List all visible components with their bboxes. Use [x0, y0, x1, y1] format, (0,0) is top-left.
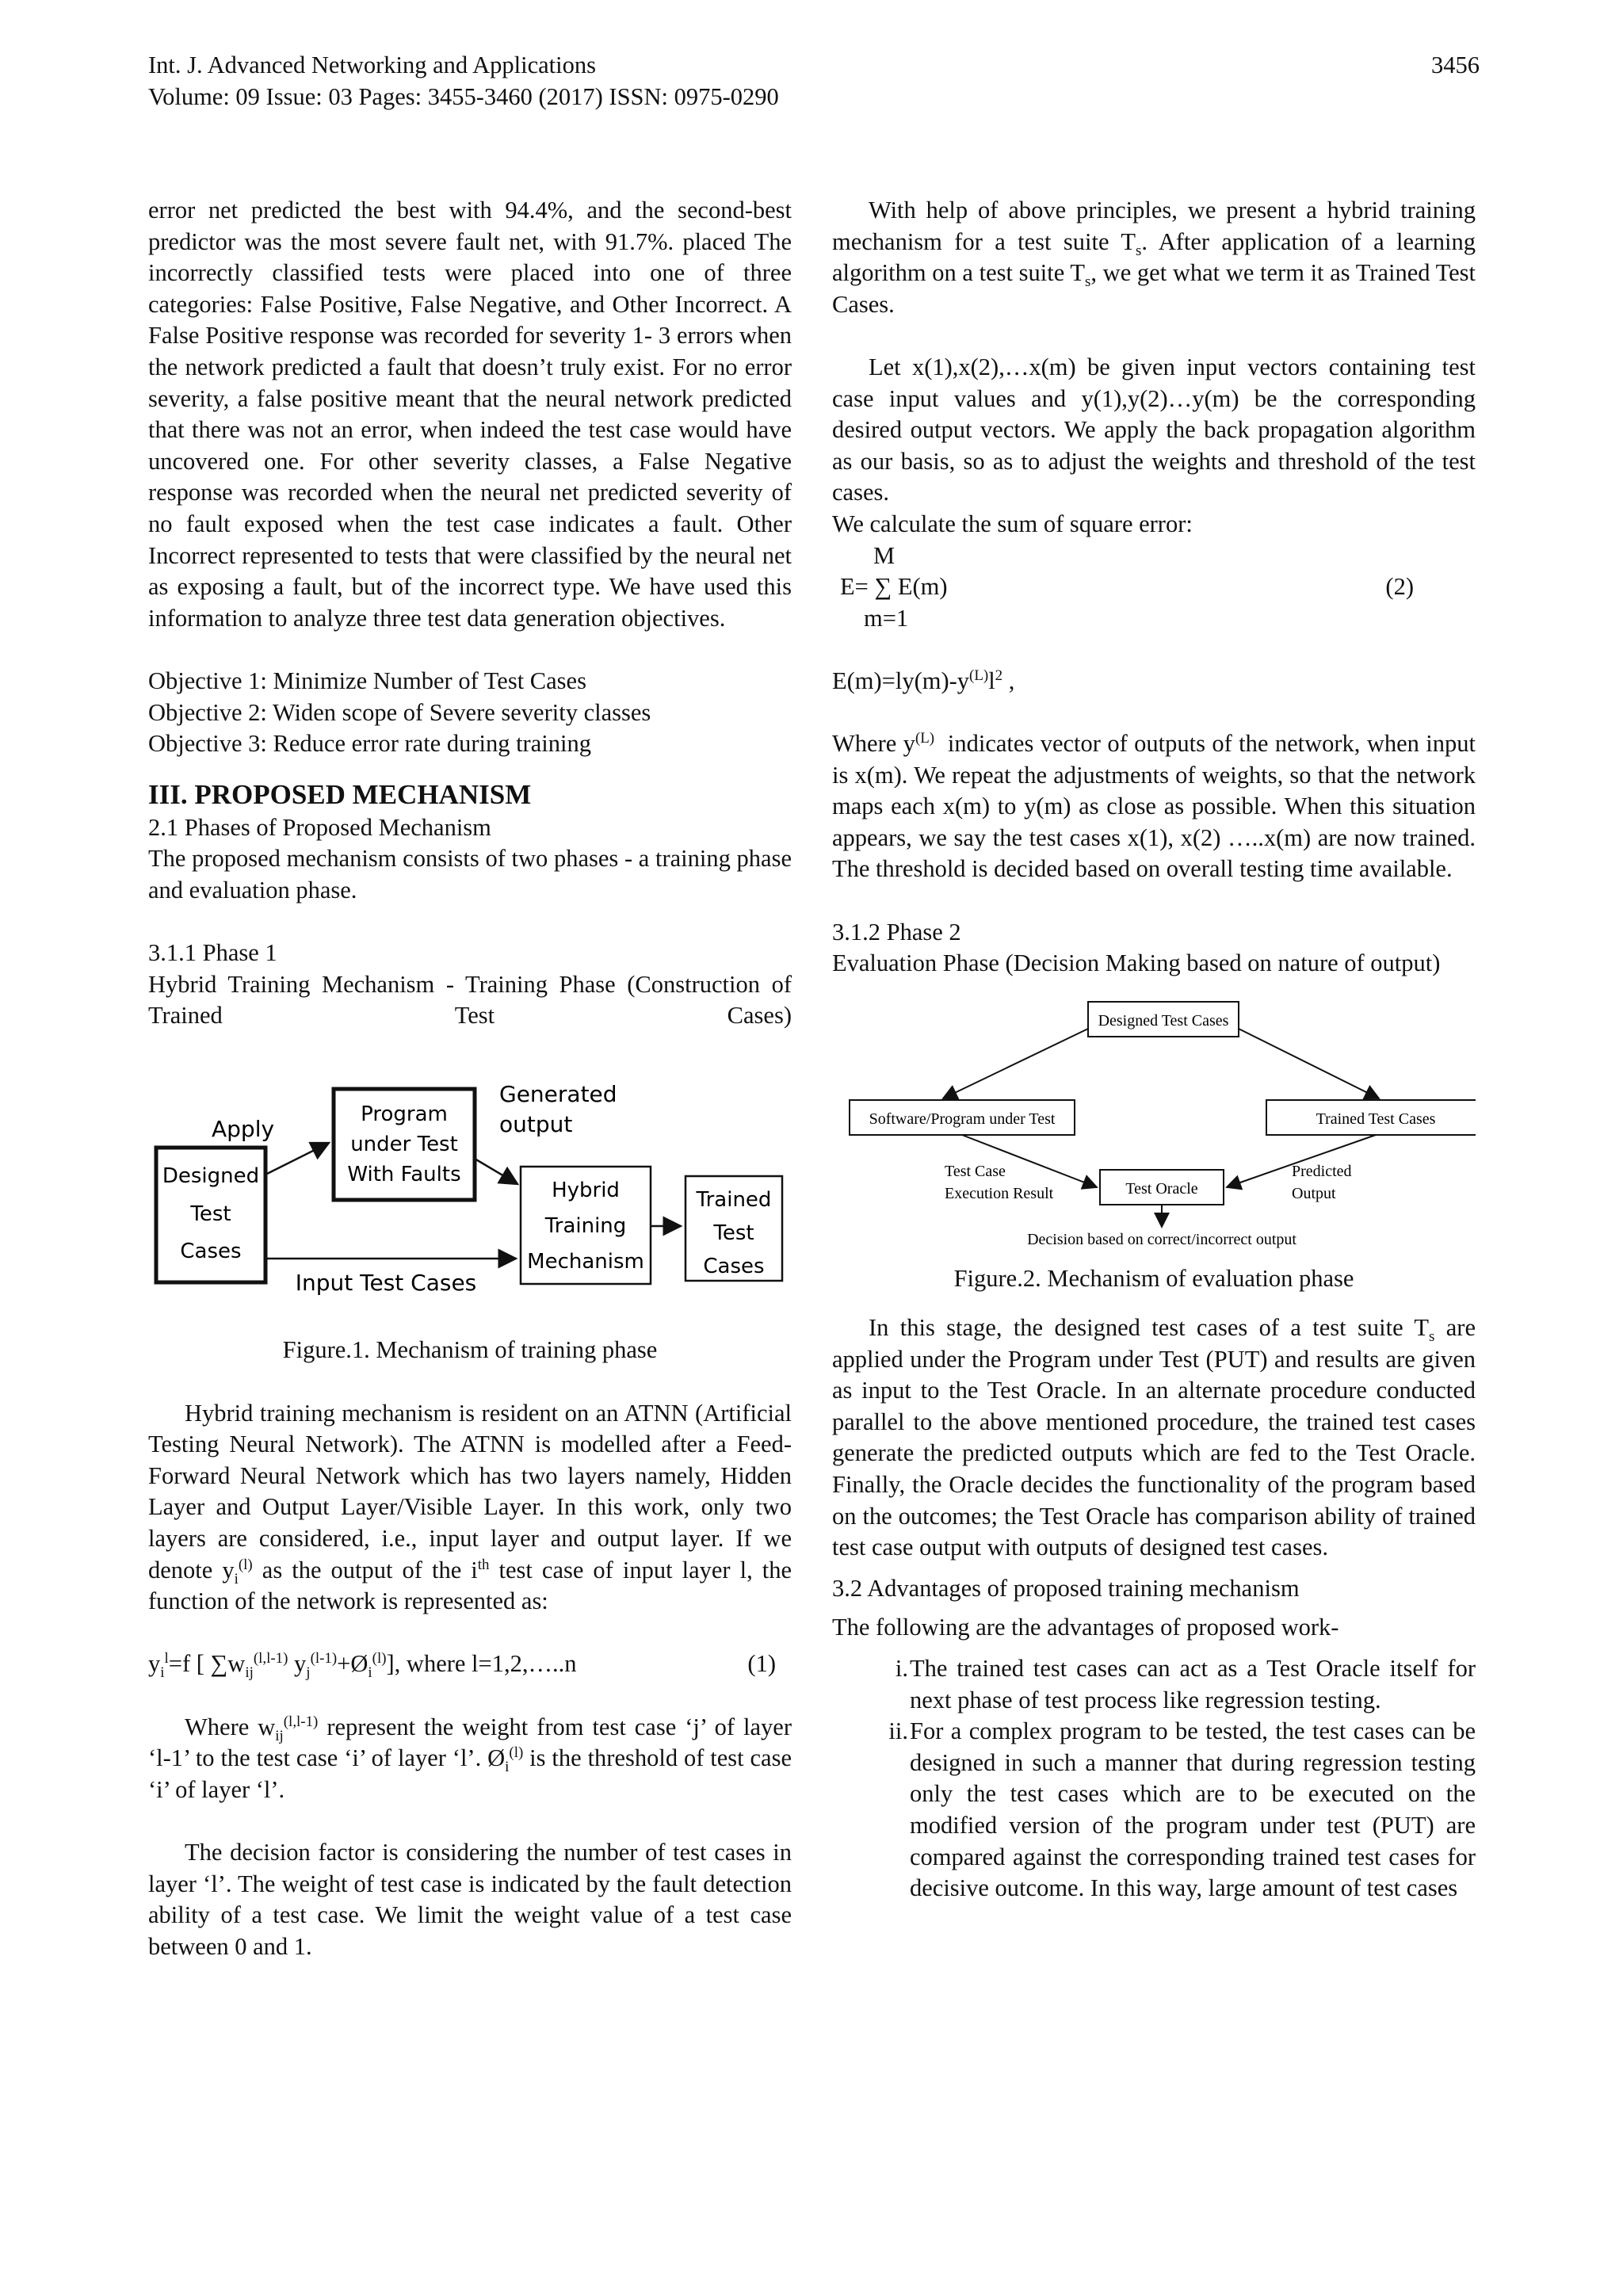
atnn-paragraph: Hybrid training mechanism is resident on an ATNN (Artificial Testing Neural Network). The ATNN is modelled after a Feed-Forward Neural Network which has two layers namely, Hidden Layer and Output Layer/Visible Layer. In this work, only two layers are considered, i.e., input layer and output layer. If we denote $y_i^{(l)}$ as the output of the $i^{th}$ test case of input layer l, the function of the network is represented as:: [148, 1399, 792, 1615]
sse-intro: We calculate the sum of square error:: [832, 510, 1193, 537]
designed-line-1: Designed: [162, 1163, 260, 1188]
trained-test-cases-text: Trained Test Cases: [1316, 1110, 1436, 1128]
trained-line-1: Trained: [696, 1187, 772, 1212]
hybrid-line-1: Hybrid: [552, 1178, 620, 1202]
objective-1: Objective 1: Minimize Number of Test Cases: [148, 667, 586, 694]
exec-line-1: Test Case: [945, 1162, 1006, 1180]
program-line-2: under Test: [350, 1132, 458, 1156]
arrow-designed-to-program: [265, 1143, 329, 1175]
program-line-1: Program: [361, 1102, 448, 1126]
figure-2-caption: Figure.2. Mechanism of evaluation phase: [953, 1265, 1354, 1293]
let-paragraph: Let x(1),x(2),…x(m) be given input vectors containing test case input values and y(1),y(2)…y(m) be the corresponding desired output vectors. We apply the back propagation algorithm as our basis, so as to adjust the weights and threshold of the test cases.: [832, 353, 1476, 506]
atnn-text: Hybrid training mechanism is resident on an ATNN (Artificial Testing Neural Network). The ATNN is modelled after a Feed-Forward Neural Network which has two layers namely, Hidden Layer and Output Layer/Visible Layer. In this work, only two layers are considered, i.e., input layer and output layer. If we denote: [148, 1399, 792, 1584]
figure-2-diagram: [832, 997, 1476, 1251]
predicted-line-1: Predicted: [1292, 1162, 1352, 1180]
exec-line-2: Execution Result: [945, 1184, 1054, 1202]
objective-2: Objective 2: Widen scope of Severe severity classes: [148, 698, 651, 726]
advantage-item: [832, 1716, 1476, 1904]
equation-2: [832, 541, 1476, 635]
where-output-paragraph: Where $y^{(L)}$ indicates vector of outputs of the network, when input is x(m). We repeat the adjustments of weights, so that the network maps each x(m) to y(m) as close as possible. When this situation appears, we say the test cases x(1), x(2) …..x(m) are now trained. The threshold is decided based on overall testing time available.: [832, 729, 1476, 883]
em-b: l: [988, 667, 995, 694]
designed-line-3: Cases: [180, 1239, 242, 1263]
objective-3: Objective 3: Reduce error rate during training: [148, 730, 591, 758]
em-a: E(m)=ly(m)-y: [832, 667, 970, 694]
where-c: is the threshold of test case ‘i’ of layer ‘l’.: [148, 1744, 792, 1803]
hybrid-b: . After application of a learning algorithm on a test suite T: [832, 227, 1476, 287]
phase2-title: 3.1.2 Phase 2: [832, 918, 961, 946]
figure-2: [832, 997, 1476, 1295]
intro-paragraph: error net predicted the best with 94.4%, and the second-best predictor was the most severe fault net, with 91.7%. placed The incorrectly classified tests were placed into one of three categories: False Positive, False Negative, and Other Incorrect. A False Positive response was recorded for severity 1- 3 errors when the network predicted a fault that doesn’t truly exist. For no error severity, a false positive meant that the neural network predicted that there was not an error, when indeed the test case would have uncovered one. For other severity classes, a False Negative response was recorded when the neural net predicted severity of no fault exposed when the test case indicates a fault. Other Incorrect represented to tests that were classified by the neural net as exposing a fault, but of the incorrect type. We have used this information to analyze three test data generation objectives.: [148, 197, 792, 632]
atnn-tail-b: test case of input layer l, the function of the network is represented as:: [148, 1556, 792, 1615]
advantage-marker: i.: [895, 1654, 908, 1682]
decision-paragraph: The decision factor is considering the number of test cases in layer ‘l’. The weight of test case is indicated by the fault detection ability of a test case. We limit the weight value of a test case between 0 and 1.: [148, 1838, 792, 1960]
hybrid-paragraph: With help of above principles, we present a hybrid training mechanism for a test suite $T_s$. After application of a learning algorithm on a test suite $T_s$, we get what we term it as Trained Test Cases.: [832, 197, 1476, 318]
atnn-tail-a: as the output of the i: [262, 1556, 478, 1584]
generated-line-2: output: [499, 1110, 573, 1137]
hybrid-line-3: Mechanism: [527, 1249, 644, 1274]
advantage-text: For a complex program to be tested, the test cases can be designed in such a manner that during regression testing only the test cases which are to be executed on the modified version of the program under test (PUT) are compared against the corresponding trained test cases for decisive outcome. In this way, large amount of test cases: [910, 1717, 1476, 1902]
right-column: [832, 195, 1476, 1904]
hybrid-a: With help of above principles, we present a hybrid training mechanism for a test suite T: [832, 197, 1476, 255]
phase1-description: Hybrid Training Mechanism - Training Phase (Construction of Trained Test Cases): [148, 970, 792, 1030]
page-header: [148, 49, 1480, 113]
stage-a: In this stage, the designed test cases of a test suite T: [869, 1314, 1430, 1342]
arrow-designed-to-trained: [1239, 1029, 1379, 1098]
em-equation: $E(m)=ly(m)-y^{(L)}l^2$ ,: [832, 667, 1015, 694]
input-test-cases-label: Input Test Cases: [295, 1269, 477, 1296]
advantage-item: [832, 1653, 1476, 1716]
section-heading: III. PROPOSED MECHANISM: [148, 778, 532, 810]
advantages-title: 3.2 Advantages of proposed training mechanism: [832, 1574, 1300, 1602]
figure-1-diagram: [148, 1079, 792, 1301]
hybrid-c: , we get what we term it as Trained Test Cases.: [832, 259, 1476, 318]
arrow-designed-to-software: [943, 1029, 1088, 1098]
equation-1-where: ], where l=1,2,…..n: [386, 1650, 577, 1678]
phases-text: The proposed mechanism consists of two phases - a training phase and evaluation phase.: [148, 845, 792, 904]
equation-1: $y_i^l=f$ [ $\sum w_{ij}^{(l,l-1)}$ $y_j^{(l-1)}+Ø_i^{(l)}$], where l=1,2,…..n (1): [148, 1650, 776, 1682]
program-line-3: With Faults: [347, 1162, 461, 1186]
where-b: represent the weight from test case ‘j’ of layer ‘l-1’ to the test case ‘i’ of layer ‘l’.: [148, 1713, 792, 1772]
designed-test-cases-text: Designed Test Cases: [1098, 1011, 1229, 1030]
page-number: 3456: [1431, 52, 1480, 78]
journal-volume: Volume: 09 Issue: 03 Pages: 3455-3460 (2017) ISSN: 0975-0290: [148, 83, 779, 110]
stage-b: are applied under the Program under Test (PUT) and results are given as input to the Test Oracle. In an alternate procedure conducted parallel to the above mentioned procedure, the trained test cases generate the predicted outputs which are fed to the Test Oracle. Finally, the Oracle decides the functionality of the program based on the outcomes; the Test Oracle has comparison ability of trained test case output with outputs of designed test cases.: [832, 1314, 1476, 1561]
generated-line-1: Generated: [499, 1080, 617, 1107]
designed-line-2: Test: [190, 1201, 231, 1226]
equation-1-number: (1): [747, 1650, 776, 1678]
advantages-list: [832, 1653, 1476, 1904]
phase1-title: 3.1.1 Phase 1: [148, 939, 277, 967]
equation-2-bottom: m=1: [864, 604, 909, 632]
where-a: Where w: [185, 1713, 276, 1740]
equation-2-top: M: [873, 541, 896, 569]
advantage-marker: ii.: [888, 1717, 908, 1745]
equation-2-main: E= ∑ E(m): [840, 573, 948, 601]
apply-label: Apply: [212, 1115, 275, 1142]
where-paragraph: Where $w_{ij}^{(l,l-1)}$ represent the weight from test case ‘j’ of layer ‘l-1’ to the test case ‘i’ of layer ‘l’. $Ø_i^{(l)}$ is the threshold of test case ‘i’ of layer ‘l’.: [148, 1713, 792, 1803]
left-column: [148, 195, 792, 1962]
predicted-line-2: Output: [1292, 1184, 1336, 1202]
phase2-description: Evaluation Phase (Decision Making based on nature of output): [832, 949, 1441, 977]
trained-line-2: Test: [713, 1221, 754, 1245]
figure-1: [148, 1079, 792, 1366]
test-oracle-text: Test Oracle: [1125, 1179, 1198, 1198]
stage-paragraph: In this stage, the designed test cases of a test suite $T_s$ are applied under the Program under Test (PUT) and results are given as input to the Test Oracle. In an alternate procedure conducted parallel to the above mentioned procedure, the trained test cases generate the predicted outputs which are fed to the Test Oracle. Finally, the Oracle decides the functionality of the program based on the outcomes; the Test Oracle has comparison ability of trained test case output with outputs of designed test cases.: [832, 1314, 1476, 1561]
advantages-intro: The following are the advantages of proposed work-: [832, 1614, 1339, 1641]
equation-2-number: (2): [1385, 573, 1414, 601]
decision-text: Decision based on correct/incorrect output: [1027, 1230, 1296, 1248]
hybrid-line-2: Training: [544, 1213, 627, 1238]
trained-line-3: Cases: [703, 1254, 765, 1278]
journal-title: Int. J. Advanced Networking and Applications: [148, 52, 596, 78]
where-output-text: indicates vector of outputs of the network, when input is x(m). We repeat the adjustments of weights, so that the network maps each x(m) to y(m) as close as possible. When this situation appears, we say the test cases x(1), x(2) …..x(m) are now trained. The threshold is decided based on overall testing time available.: [832, 730, 1476, 883]
software-under-test-text: Software/Program under Test: [869, 1110, 1056, 1128]
em-c: ,: [1008, 667, 1015, 694]
arrow-program-to-hybrid: [475, 1159, 517, 1184]
subsection-2-1: 2.1 Phases of Proposed Mechanism: [148, 813, 491, 841]
advantage-text: The trained test cases can act as a Test Oracle itself for next phase of test process like regression testing.: [910, 1654, 1476, 1713]
figure-1-caption: Figure.1. Mechanism of training phase: [282, 1336, 658, 1364]
